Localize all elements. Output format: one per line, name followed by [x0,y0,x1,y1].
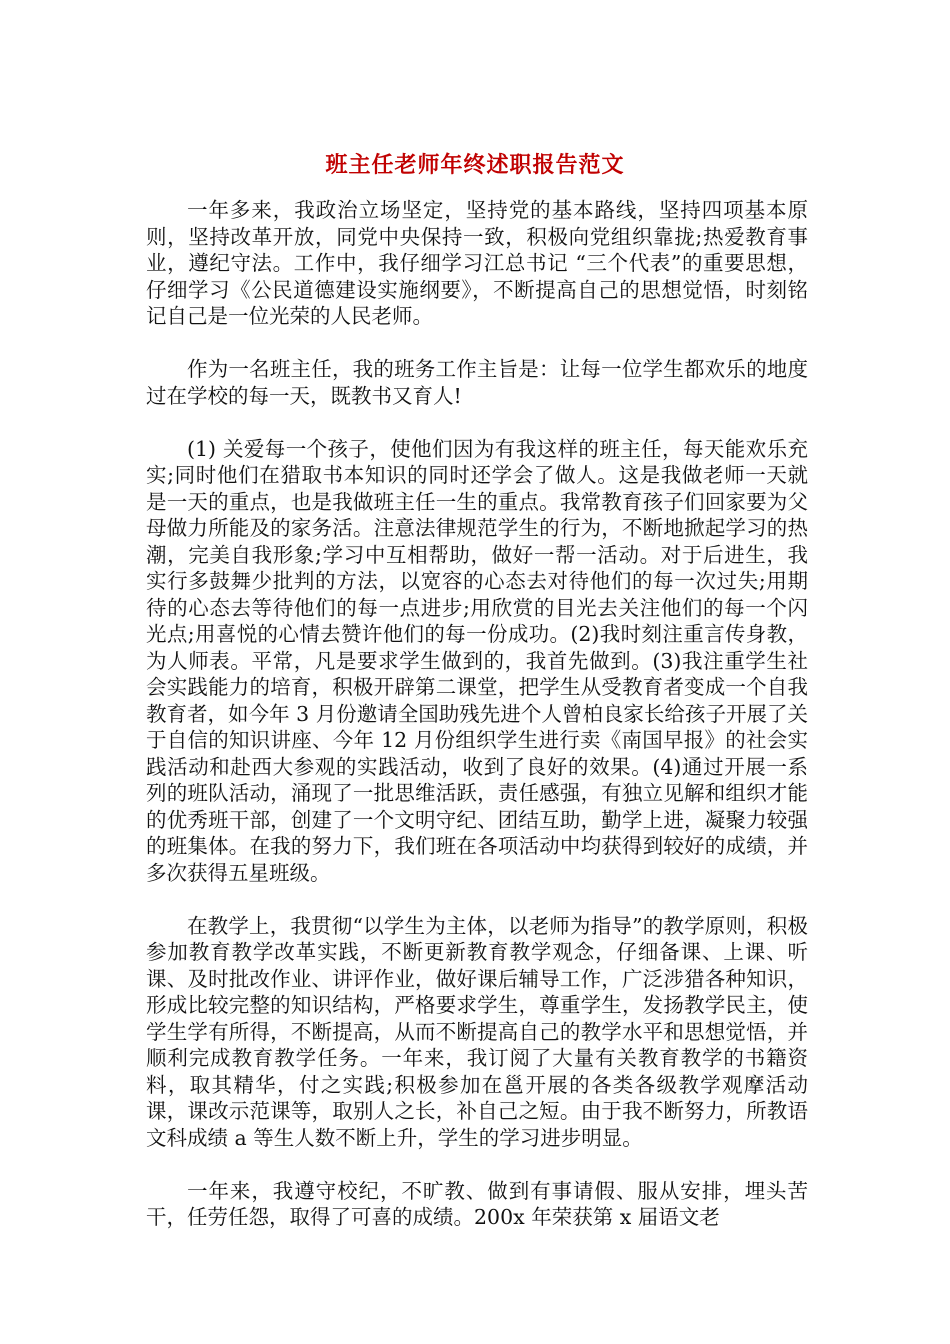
document-title: 班主任老师年终述职报告范文 [325,152,625,178]
paragraph-1: 一年多来，我政治立场坚定，坚持党的基本路线，坚持四项基本原则，坚持改革开放，同党中央保持一致，积极向党组织靠拢;热爱教育事业，遵纪守法。工作中，我仔细学习江总书记 “三个代表”的重要思想，仔细学习《公民道德建设实施纲要》，不断提高自己的思想觉悟，时刻铭记自己是一位光荣的人民老师。 [146,198,808,328]
document-body [146,197,808,1257]
paragraph-2: 作为一名班主任，我的班务工作主旨是：让每一位学生都欢乐的地度过在学校的每一天，既教书又育人! [146,357,808,408]
paragraph-4: 在教学上，我贯彻“以学生为主体，以老师为指导”的教学原则，积极参加教育教学改革实践，不断更新教育教学观念，仔细备课、上课、听课、及时批改作业、讲评作业，做好课后辅导工作，广泛涉猎各种知识，形成比较完整的知识结构，严格要求学生，尊重学生，发扬教学民主，使学生学有所得，不断提高，从而不断提高自己的教学水平和思想觉悟，并顺利完成教育教学任务。一年来，我订阅了大量有关教育教学的书籍资料，取其精华，付之实践;积极参加在邕开展的各类各级教学观摩活动课，课改示范课等，取别人之长，补自己之短。由于我不断努力，所教语文科成绩 a 等生人数不断上升，学生的学习进步明显。 [146,913,808,1150]
paragraph-5: 一年来，我遵守校纪，不旷教、做到有事请假、服从安排，埋头苦干，任劳任怨，取得了可喜的成绩。200x 年荣获第 x 届语文老 [146,1178,808,1229]
paragraph-3: (1) 关爱每一个孩子，使他们因为有我这样的班主任，每天能欢乐充实;同时他们在猎取书本知识的同时还学会了做人。这是我做老师一天就是一天的重点，也是我做班主任一生的重点。我常教育孩子们回家要为父母做力所能及的家务活。注意法律规范学生的行为，不断地掀起学习的热潮，完美自我形象;学习中互相帮助，做好一帮一活动。对于后进生，我实行多鼓舞少批判的方法，以宽容的心态去对待他们的每一次过失;用期待的心态去等待他们的每一点进步;用欣赏的目光去关注他们的每一个闪光点;用喜悦的心情去赞许他们的每一份成功。(2)我时刻注重言传身教，为人师表。平常，凡是要求学生做到的，我首先做到。(3)我注重学生社会实践能力的培育，积极开辟第二课堂，把学生从受教育者变成一个自我教育者，如今年 3 月份邀请全国助残先进个人曾柏良家长给孩子开展了关于自信的知识讲座、今年 12 月份组织学生进行卖《南国早报》的社会实践活动和赴西大参观的实践活动，收到了良好的效果。(4)通过开展一系列的班队活动，涌现了一批思维活跃，责任感强，有独立见解和组织才能的优秀班干部，创建了一个文明守纪、团结互助，勤学上进，凝聚力较强的班集体。在我的努力下，我们班在各项活动中均获得到较好的成绩，并多次获得五星班级。 [146,436,808,885]
